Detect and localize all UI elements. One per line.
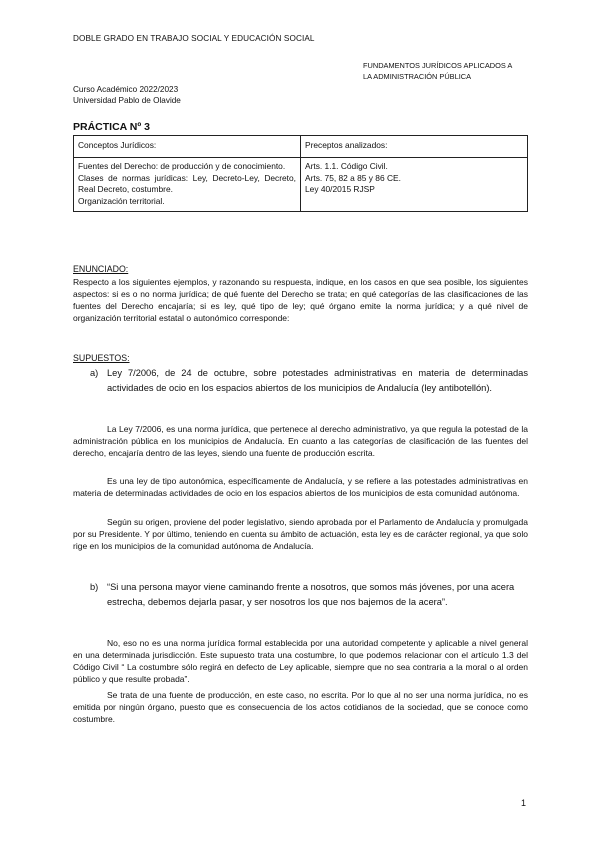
answer-a-paragraph-1: La Ley 7/2006, es una norma jurídica, que pertenece al derecho administrativo, ya que regula la potestad de la administración pública en los municipios de Andalucía. En cuanto a las categorías de clasificación de las fuentes del derecho, encajaría dentro de las leyes, siendo una fuente de producción escrita.	[73, 424, 528, 459]
precepto-line: Arts. 1.1. Código Civil.	[305, 161, 388, 171]
item-b-marker: b)	[90, 582, 99, 592]
col-header-concepts: Conceptos Jurídicos:	[74, 136, 301, 158]
university-name: Universidad Pablo de Olavide	[73, 96, 181, 105]
page-title: PRÁCTICA Nº 3	[73, 121, 150, 133]
concepts-table	[73, 135, 528, 212]
degree-header: DOBLE GRADO EN TRABAJO SOCIAL Y EDUCACIÓN SOCIAL	[73, 34, 315, 43]
item-a-marker: a)	[90, 368, 99, 378]
course-year: Curso Académico 2022/2023	[73, 85, 179, 94]
page-number: 1	[521, 798, 527, 808]
table-header-row	[74, 136, 528, 158]
supuestos-heading: SUPUESTOS:	[73, 353, 130, 363]
subject-line-2: LA ADMINISTRACIÓN PÚBLICA	[363, 72, 472, 81]
precepto-line: Arts. 75, 82 a 85 y 86 CE.	[305, 172, 401, 183]
item-a-statement: Ley 7/2006, de 24 de octubre, sobre potestades administrativas en materia de determinadas actividades de ocio en los espacios abiertos de los municipios de Andalucía (ley antibotellón).	[107, 368, 528, 393]
answer-b-paragraph-2: Se trata de una fuente de producción, en este caso, no escrita. Por lo que al no ser una norma jurídica, no es emitida por ningún órgano, puesto que es consecuencia de los actos cotidianos de la sociedad, que se conoce como costumbre.	[73, 690, 528, 725]
subject-line-1: FUNDAMENTOS JURÍDICOS APLICADOS A	[363, 61, 513, 70]
concept-line: Fuentes del Derecho: de producción y de conocimiento.	[78, 161, 286, 171]
preceptos-cell	[301, 158, 528, 212]
precepto-line: Ley 40/2015 RJSP	[305, 184, 375, 195]
col-header-preceptos: Preceptos analizados:	[301, 136, 528, 158]
concepts-cell	[74, 158, 301, 212]
table-row	[74, 158, 528, 212]
answer-a-paragraph-3: Según su origen, proviene del poder legislativo, siendo aprobada por el Parlamento de Andalucía y promulgada por su Presidente. Y por último, teniendo en cuenta su ámbito de actuación, esta ley es de carácter regional, ya que solo rige en los municipios de la comunidad autónoma de Andalucía.	[73, 517, 528, 552]
subject-header	[363, 60, 543, 82]
enunciado-text: Respecto a los siguientes ejemplos, y razonando su respuesta, indique, en los casos en que sea posible, los siguientes aspectos: si es o no norma jurídica; de qué fuente del Derecho se trata; en qué categorías de las clasificaciones de las fuentes del Derecho encajaría; si es ley, qué tipo de ley; qué órgano emite la norma jurídica; y a qué nivel de organización territorial estatal o autonómico corresponde:	[73, 277, 528, 324]
course-info	[73, 84, 181, 106]
answer-b-paragraph-1: No, eso no es una norma jurídica formal establecida por una autoridad competente y aplicable a nivel general en una determinada jurisdicción. Este supuesto trata una costumbre, lo que podemos relacionar con el artículo 1.3 del Código Civil “ La costumbre sólo regirá en defecto de Ley aplicable, siempre que no sea contraria a la moral o al orden público y que resulte probada”.	[73, 638, 528, 685]
concept-line: Organización territorial.	[78, 195, 165, 206]
item-b-statement: “Si una persona mayor viene caminando frente a nosotros, que somos más jóvenes, por una acera estrecha, debemos dejarla pasar, y ser nosotros los que nos bajemos de la acera”.	[107, 582, 515, 607]
concept-line: Clases de normas jurídicas: Ley, Decreto-Ley, Decreto, Real Decreto, costumbre.	[78, 172, 296, 195]
answer-a-paragraph-2: Es una ley de tipo autonómica, específicamente de Andalucía, y se refiere a las potestades administrativas en materia de determinadas actividades de ocio en los espacios abiertos de los municipios de esta comunidad autónoma.	[73, 476, 528, 499]
enunciado-heading: ENUNCIADO:	[73, 264, 129, 274]
